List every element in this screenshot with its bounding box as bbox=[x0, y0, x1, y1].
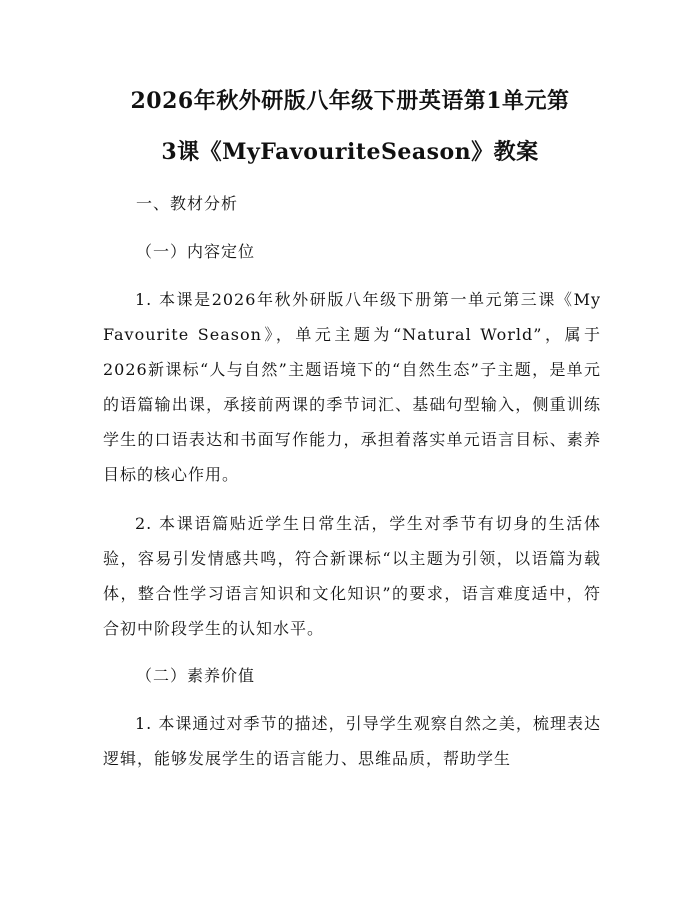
paragraph-content-1: 1. 本课是2026年秋外研版八年级下册第一单元第三课《My Favourite Season》，单元主题为“Natural World”，属于2026新课标“人与自然”主题语境下的“自然生态”子主题，是单元的语篇输出课，承接前两课的季节词汇、基础句型输入，侧重训练学生的口语表达和书面写作能力，承担着落实单元语言目标、素养目标的核心作用。 bbox=[103, 290, 601, 484]
subsection-heading-content-positioning: （一）内容定位 bbox=[136, 242, 256, 261]
document-title-line-2: 3课《MyFavouriteSeason》教案 bbox=[161, 139, 539, 165]
paragraph-literacy-1: 1. 本课通过对季节的描述，引导学生观察自然之美，梳理表达逻辑，能够发展学生的语言能力、思维品质，帮助学生 bbox=[103, 714, 601, 768]
subsection-heading-literacy-value: （二）素养价值 bbox=[136, 666, 256, 685]
section-heading-textbook-analysis: 一、教材分析 bbox=[136, 194, 239, 213]
document-title-line-1: 2026年秋外研版八年级下册英语第1单元第 bbox=[130, 88, 570, 114]
paragraph-content-2: 2. 本课语篇贴近学生日常生活，学生对季节有切身的生活体验，容易引发情感共鸣，符合新课标“以主题为引领，以语篇为载体，整合性学习语言知识和文化知识”的要求，语言难度适中，符合初中阶段学生的认知水平。 bbox=[103, 514, 601, 638]
